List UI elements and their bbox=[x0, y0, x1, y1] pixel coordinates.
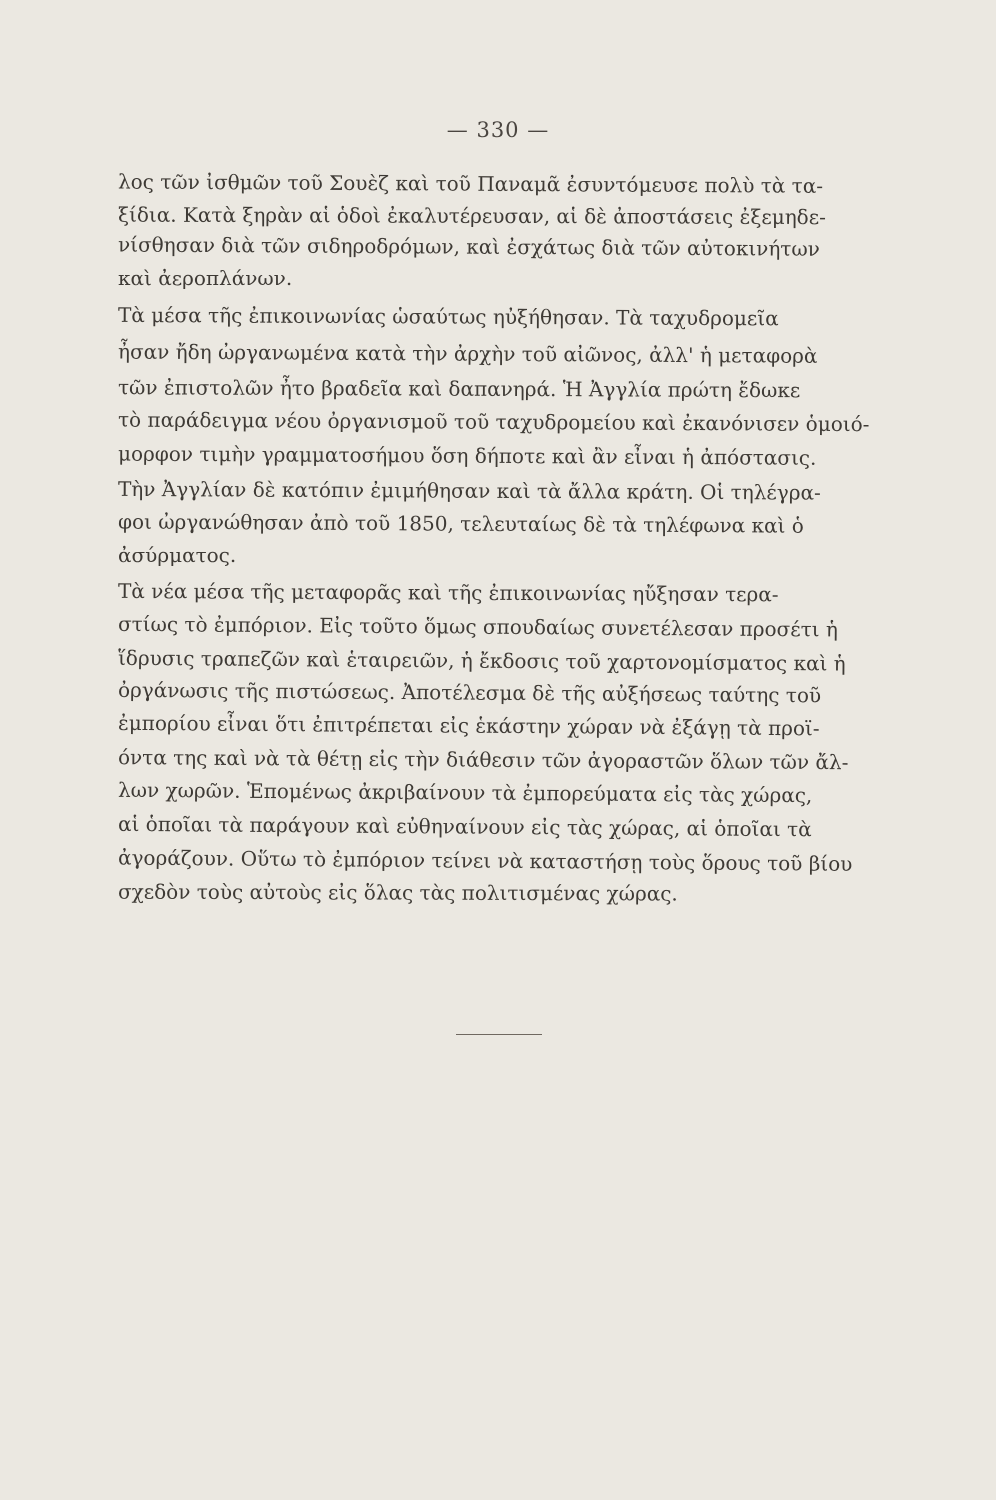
text-line-13: Τὰ νέα μέσα τῆς μεταφορᾶς καὶ τῆς ἐπικοινωνίας ηὔξησαν τερα- bbox=[117, 578, 779, 607]
text-line-2: ξίδια. Κατὰ ξηρὰν αἱ ὁδοὶ ἐκαλυτέρευσαν, αἱ δὲ ἀποστάσεις ἐξεμηδε- bbox=[117, 202, 826, 230]
text-line-6: ἦσαν ἤδη ὠργανωμένα κατὰ τὴν ἀρχὴν τοῦ αἰῶνος, ἀλλ' ἡ μεταφορὰ bbox=[117, 339, 818, 368]
page-number: — 330 — bbox=[446, 118, 550, 142]
text-line-14: στίως τὸ ἐμπόριον. Εἰς τοῦτο ὅμως σπουδαίως συνετέλεσαν προσέτι ἡ bbox=[117, 611, 838, 642]
text-line-20: αἱ ὁποῖαι τὰ παράγουν καὶ εὐθηναίνουν εἰς τὰς χώρας, αἱ ὁποῖαι τὰ bbox=[117, 811, 812, 842]
text-line-7: τῶν ἐπιστολῶν ἦτο βραδεῖα καὶ δαπανηρά. Ἡ Ἀγγλία πρώτη ἔδωκε bbox=[117, 375, 801, 403]
text-line-16: ὀργάνωσις τῆς πιστώσεως. Ἀποτέλεσμα δὲ τῆς αὐξήσεως ταύτης τοῦ bbox=[117, 677, 822, 708]
text-line-11: φοι ὠργανώθησαν ἀπὸ τοῦ 1850, τελευταίως δὲ τὰ τηλέφωνα καὶ ὁ bbox=[117, 509, 804, 538]
text-line-10: Τὴν Ἀγγλίαν δὲ κατόπιν ἐμιμήθησαν καὶ τὰ ἄλλα κράτη. Οἱ τηλέγρα- bbox=[117, 476, 821, 505]
text-line-17: ἐμπορίου εἶναι ὅτι ἐπιτρέπεται εἰς ἑκάστην χώραν νὰ ἐξάγῃ τὰ προϊ- bbox=[117, 710, 820, 741]
text-line-5: Τὰ μέσα τῆς ἐπικοινωνίας ὡσαύτως ηὐξήθησαν. Τὰ ταχυδρομεῖα bbox=[117, 302, 779, 331]
text-line-1: λος τῶν ἰσθμῶν τοῦ Σουὲζ καὶ τοῦ Παναμᾶ ἐσυντόμευσε πολὺ τὰ τα- bbox=[117, 169, 824, 198]
text-line-9: μορφον τιμὴν γραμματοσήμου ὅση δήποτε καὶ ἂν εἶναι ἡ ἀπόστασις. bbox=[117, 441, 817, 470]
text-line-8: τὸ παράδειγμα νέου ὀργανισμοῦ τοῦ ταχυδρομείου καὶ ἐκανόνισεν ὁμοιό- bbox=[117, 407, 870, 437]
text-line-18: όντα της καὶ νὰ τὰ θέτῃ εἰς τὴν διάθεσιν τῶν ἀγοραστῶν ὅλων τῶν ἄλ- bbox=[117, 745, 849, 775]
text-line-21: ἀγοράζουν. Οὕτω τὸ ἐμπόριον τείνει νὰ καταστήσῃ τοὺς ὅρους τοῦ βίου bbox=[117, 845, 853, 876]
section-divider bbox=[456, 1034, 542, 1035]
text-line-19: λων χωρῶν. Ἑπομένως ἀκριβαίνουν τὰ ἐμπορεύματα εἰς τὰς χώρας, bbox=[117, 777, 813, 808]
text-line-15: ἵδρυσις τραπεζῶν καὶ ἑταιρειῶν, ἡ ἔκδοσις τοῦ χαρτονομίσματος καὶ ἡ bbox=[117, 645, 846, 676]
text-line-12: ἀσύρματος. bbox=[118, 543, 237, 567]
text-line-4: καὶ ἀεροπλάνων. bbox=[118, 266, 293, 290]
text-line-3: νίσθησαν διὰ τῶν σιδηροδρόμων, καὶ ἐσχάτως διὰ τῶν αὐτοκινήτων bbox=[117, 232, 820, 261]
text-line-22: σχεδὸν τοὺς αὐτοὺς εἰς ὅλας τὰς πολιτισμένας χώρας. bbox=[117, 879, 678, 906]
